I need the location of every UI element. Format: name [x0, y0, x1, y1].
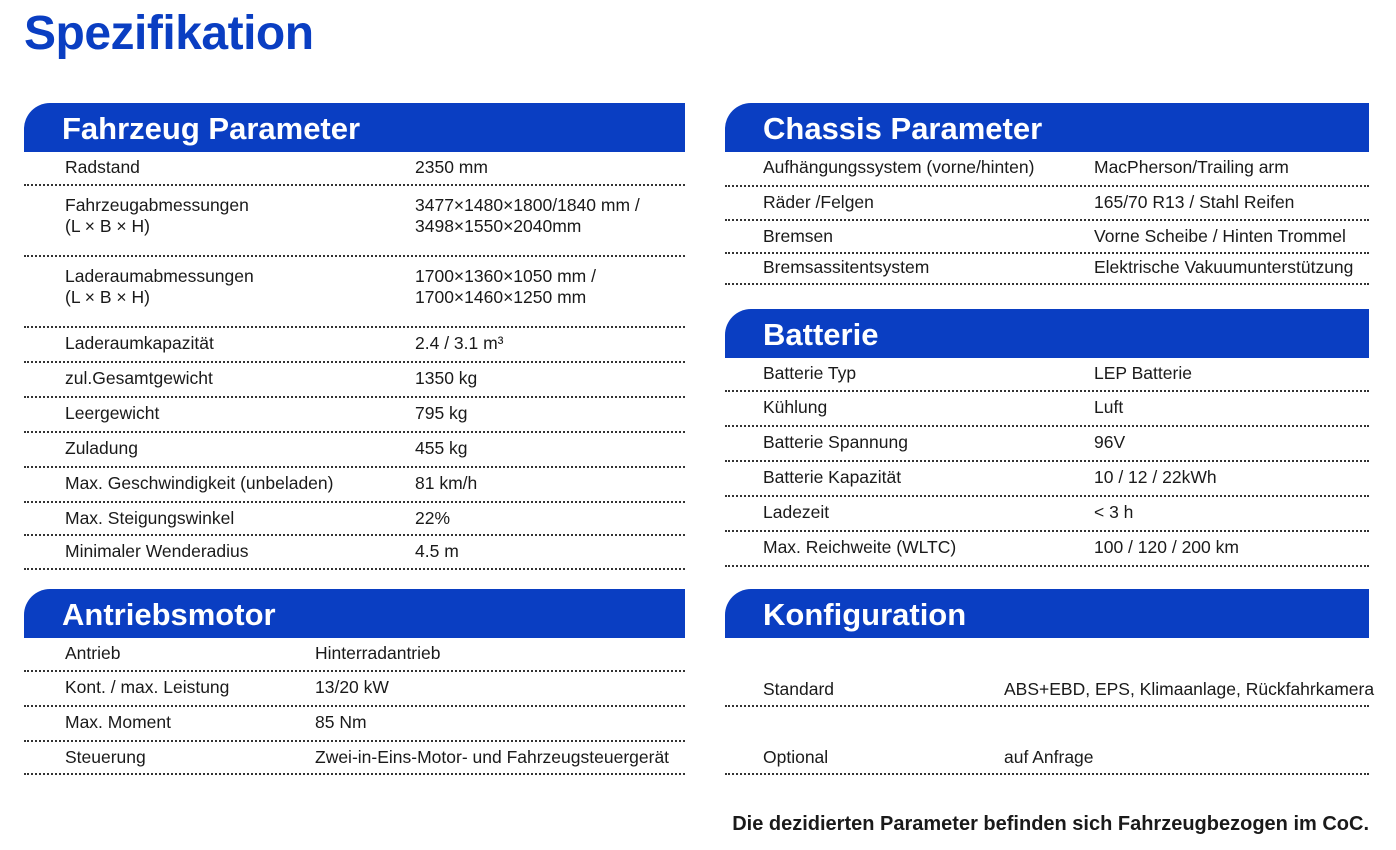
spec-value: 10 / 12 / 22kWh: [1094, 467, 1217, 487]
spec-label: Kont. / max. Leistung: [65, 677, 230, 697]
spec-row-standard: [725, 638, 1375, 707]
spec-value: 22%: [415, 508, 451, 528]
spec-row-laderaumabmessungen: [24, 257, 685, 328]
spec-label: Batterie Kapazität: [763, 467, 902, 487]
spec-value: 2.4 / 3.1 m³: [415, 333, 504, 353]
spec-value: 3477×1480×1800/1840 mm / 3498×1550×2040mm: [415, 195, 640, 236]
spec-label: Fahrzeugabmessungen (L × B × H): [65, 195, 249, 236]
spec-value: 96V: [1094, 432, 1126, 452]
spec-value: 85 Nm: [315, 712, 367, 732]
section-chassis-parameter: [725, 103, 1369, 285]
spec-row-ladezeit: [725, 497, 1369, 532]
spec-label: Räder /Felgen: [763, 192, 874, 212]
spec-row-steuerung: [24, 742, 685, 775]
spec-label: Aufhängungssystem (vorne/hinten): [763, 157, 1035, 177]
spec-row-kuehlung: [725, 392, 1369, 427]
spec-label: Zuladung: [65, 438, 138, 458]
spec-label: Bremsassitentsystem: [763, 257, 930, 277]
spec-value: Hinterradantrieb: [315, 643, 441, 663]
spec-value: Vorne Scheibe / Hinten Trommel: [1094, 226, 1346, 246]
spec-label: Max. Reichweite (WLTC): [763, 537, 957, 557]
section-header-fahrzeug: Fahrzeug Parameter: [24, 103, 685, 152]
spec-value: 13/20 kW: [315, 677, 389, 697]
spec-row-antrieb: [24, 638, 685, 672]
spec-label: Standard: [763, 679, 835, 699]
spec-label: zul.Gesamtgewicht: [65, 368, 213, 388]
spec-value: 795 kg: [415, 403, 468, 423]
section-konfiguration: [725, 589, 1375, 775]
spec-row-wenderadius: [24, 536, 685, 570]
spec-value: Luft: [1094, 397, 1124, 417]
spec-row-laderaumkapazitaet: [24, 328, 685, 363]
spec-label: Max. Moment: [65, 712, 171, 732]
spec-label: Kühlung: [763, 397, 828, 417]
spec-label: Max. Steigungswinkel: [65, 508, 235, 528]
spec-label: Steuerung: [65, 747, 146, 767]
spec-row-gesamtgewicht: [24, 363, 685, 398]
spec-label: Antrieb: [65, 643, 121, 663]
spec-row-reichweite: [725, 532, 1369, 567]
spec-label: Radstand: [65, 157, 140, 177]
spec-row-raeder: [725, 187, 1369, 221]
spec-row-optional: [725, 707, 1369, 775]
section-header-antriebsmotor: Antriebsmotor: [24, 589, 685, 638]
section-header-konfiguration: Konfiguration: [725, 589, 1369, 638]
section-header-chassis: Chassis Parameter: [725, 103, 1369, 152]
page-title: Spezifikation: [24, 7, 314, 60]
spec-row-radstand: [24, 152, 685, 186]
spec-value: 455 kg: [415, 438, 468, 458]
spec-row-kapazitaet: [725, 462, 1369, 497]
spec-value: Elektrische Vakuumunterstützung: [1094, 257, 1354, 277]
spec-label: Leergewicht: [65, 403, 160, 423]
section-fahrzeug-parameter: [24, 103, 685, 570]
spec-row-steigungswinkel: [24, 503, 685, 536]
footnote: Die dezidierten Parameter befinden sich Fahrzeugbezogen im CoC.: [732, 813, 1369, 835]
spec-value: 1700×1360×1050 mm / 1700×1460×1250 mm: [415, 266, 596, 307]
spec-label: Batterie Spannung: [763, 432, 908, 452]
spec-value: 100 / 120 / 200 km: [1094, 537, 1239, 557]
spec-value: 81 km/h: [415, 473, 478, 493]
spec-row-spannung: [725, 427, 1369, 462]
spec-row-moment: [24, 707, 685, 742]
section-antriebsmotor: [24, 589, 685, 775]
spec-label: Batterie Typ: [763, 363, 857, 383]
section-batterie: [725, 309, 1369, 567]
spec-label: Bremsen: [763, 226, 834, 246]
spec-row-bremsen: [725, 221, 1369, 254]
spec-row-fahrzeugabmessungen: [24, 186, 685, 257]
spec-row-leistung: [24, 672, 685, 707]
spec-row-aufhaengung: [725, 152, 1369, 187]
spec-value: Zwei-in-Eins-Motor- und Fahrzeugsteuergerät: [315, 747, 670, 767]
spec-value: MacPherson/Trailing arm: [1094, 157, 1289, 177]
spec-label: Optional: [763, 747, 829, 767]
spec-label: Max. Geschwindigkeit (unbeladen): [65, 473, 334, 493]
spec-row-bremsassistent: [725, 254, 1369, 285]
spec-value: < 3 h: [1094, 502, 1134, 522]
spec-row-batterie-typ: [725, 358, 1369, 392]
spec-row-max-geschwindigkeit: [24, 468, 685, 503]
spec-label: Laderaumkapazität: [65, 333, 214, 353]
spec-value: 2350 mm: [415, 157, 488, 177]
spec-value: auf Anfrage: [1004, 747, 1094, 767]
spec-label: Ladezeit: [763, 502, 830, 522]
spec-value: LEP Batterie: [1094, 363, 1192, 383]
spec-row-leergewicht: [24, 398, 685, 433]
spec-row-zuladung: [24, 433, 685, 468]
spec-value: ABS+EBD, EPS, Klimaanlage, Rückfahrkamera: [1004, 679, 1375, 699]
spec-label: Minimaler Wenderadius: [65, 541, 249, 561]
spec-value: 1350 kg: [415, 368, 478, 388]
spec-label: Laderaumabmessungen (L × B × H): [65, 266, 254, 307]
section-header-batterie: Batterie: [725, 309, 1369, 358]
spec-value: 165/70 R13 / Stahl Reifen: [1094, 192, 1295, 212]
spec-value: 4.5 m: [415, 541, 459, 561]
